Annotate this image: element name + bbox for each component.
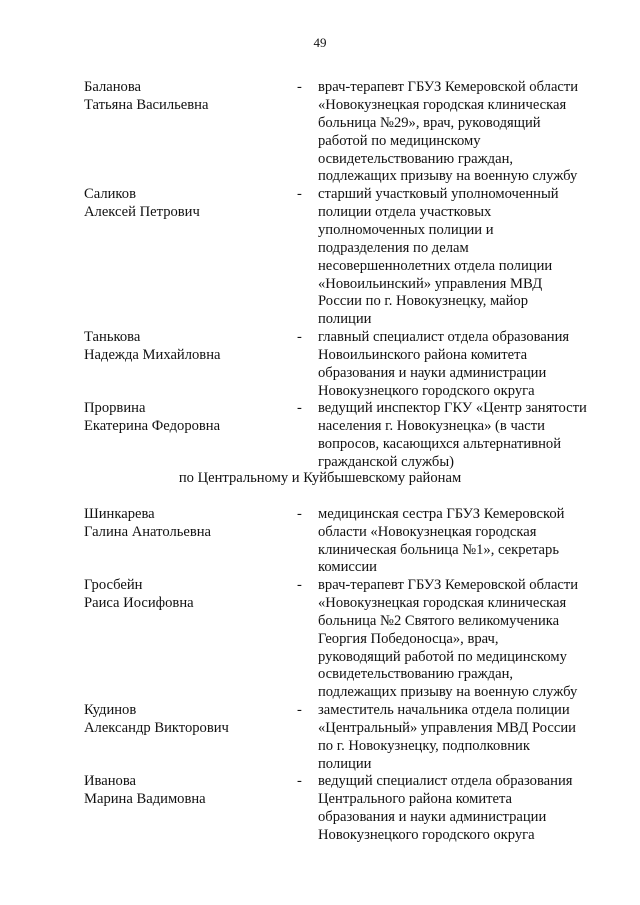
member-surname: Танькова [84, 329, 141, 345]
member-position-line: заместитель начальника отдела полиции [318, 702, 570, 718]
member-position-line: Новокузнецкого городского округа [318, 827, 535, 843]
member-position-line: вопросов, касающихся альтернативной [318, 436, 562, 452]
member-given-names: Марина Вадимовна [84, 791, 206, 807]
member-surname: Шинкарева [84, 506, 155, 522]
member-given-names: Алексей Петрович [84, 204, 200, 220]
member-surname: Иванова [84, 773, 136, 789]
member-position-line: клиническая больница №1», секретарь [318, 542, 559, 558]
member-position-line: ведущий специалист отдела образования [318, 773, 573, 789]
member-position-line: образования и науки администрации [318, 365, 547, 381]
member-given-names: Раиса Иосифовна [84, 595, 194, 611]
member-position-line: Георгия Победоносца», врач, [318, 631, 499, 647]
dash-separator: - [297, 773, 302, 789]
member-position-line: Центрального района комитета [318, 791, 513, 807]
member-position-line: подлежащих призыву на военную службу [318, 168, 578, 184]
page-number: 49 [313, 35, 327, 50]
member-position-line: гражданской службы) [318, 454, 454, 470]
member-position-line: Новокузнецкого городского округа [318, 383, 535, 399]
member-given-names: Надежда Михайловна [84, 347, 221, 363]
member-surname: Саликов [84, 186, 136, 202]
member-position-line: по г. Новокузнецку, подполковник [318, 738, 530, 754]
member-position-line: «Новоильинский» управления МВД [318, 276, 543, 292]
member-given-names: Екатерина Федоровна [84, 418, 221, 434]
member-position-line: «Новокузнецкая городская клиническая [318, 97, 567, 113]
member-position-line: несовершеннолетних отдела полиции [318, 258, 553, 274]
member-position-line: комиссии [318, 559, 377, 575]
member-position-line: работой по медицинскому [318, 133, 481, 149]
member-position-line: населения г. Новокузнецка» (в части [318, 418, 545, 434]
dash-separator: - [297, 186, 302, 202]
member-surname: Прорвина [84, 400, 146, 416]
member-position-line: старший участковый уполномоченный [318, 186, 559, 202]
member-position-line: больница №2 Святого великомученика [318, 613, 560, 629]
member-position-line: Новоильинского района комитета [318, 347, 528, 363]
member-position-line: уполномоченных полиции и [318, 222, 494, 238]
dash-separator: - [297, 400, 302, 416]
member-surname: Гросбейн [84, 577, 143, 593]
member-position-line: области «Новокузнецкая городская [318, 524, 537, 540]
member-position-line: ведущий инспектор ГКУ «Центр занятости [318, 400, 587, 416]
dash-separator: - [297, 329, 302, 345]
member-position-line: освидетельствованию граждан, [318, 151, 514, 167]
member-position-line: «Центральный» управления МВД России [318, 720, 576, 736]
member-position-line: подразделения по делам [318, 240, 469, 256]
member-position-line: руководящий работой по медицинскому [318, 649, 567, 665]
dash-separator: - [297, 79, 302, 95]
member-position-line: подлежащих призыву на военную службу [318, 684, 578, 700]
member-given-names: Александр Викторович [84, 720, 229, 736]
member-given-names: Галина Анатольевна [84, 524, 212, 540]
member-position-line: России по г. Новокузнецку, майор [318, 293, 529, 309]
member-position-line: полиции отдела участковых [318, 204, 492, 220]
member-position-line: главный специалист отдела образования [318, 329, 570, 345]
dash-separator: - [297, 702, 302, 718]
member-position-line: «Новокузнецкая городская клиническая [318, 595, 567, 611]
member-position-line: врач-терапевт ГБУЗ Кемеровской области [318, 577, 579, 593]
member-position-line: медицинская сестра ГБУЗ Кемеровской [318, 506, 565, 522]
dash-separator: - [297, 506, 302, 522]
member-position-line: больница №29», врач, руководящий [318, 115, 541, 131]
member-surname: Кудинов [84, 702, 137, 718]
member-position-line: образования и науки администрации [318, 809, 547, 825]
member-surname: Баланова [84, 79, 142, 95]
district-subheading: по Центральному и Куйбышевскому районам [178, 470, 462, 486]
member-position-line: освидетельствованию граждан, [318, 666, 514, 682]
dash-separator: - [297, 577, 302, 593]
member-position-line: врач-терапевт ГБУЗ Кемеровской области [318, 79, 579, 95]
member-position-line: полиции [318, 311, 372, 327]
member-given-names: Татьяна Васильевна [84, 97, 209, 113]
member-position-line: полиции [318, 756, 372, 772]
